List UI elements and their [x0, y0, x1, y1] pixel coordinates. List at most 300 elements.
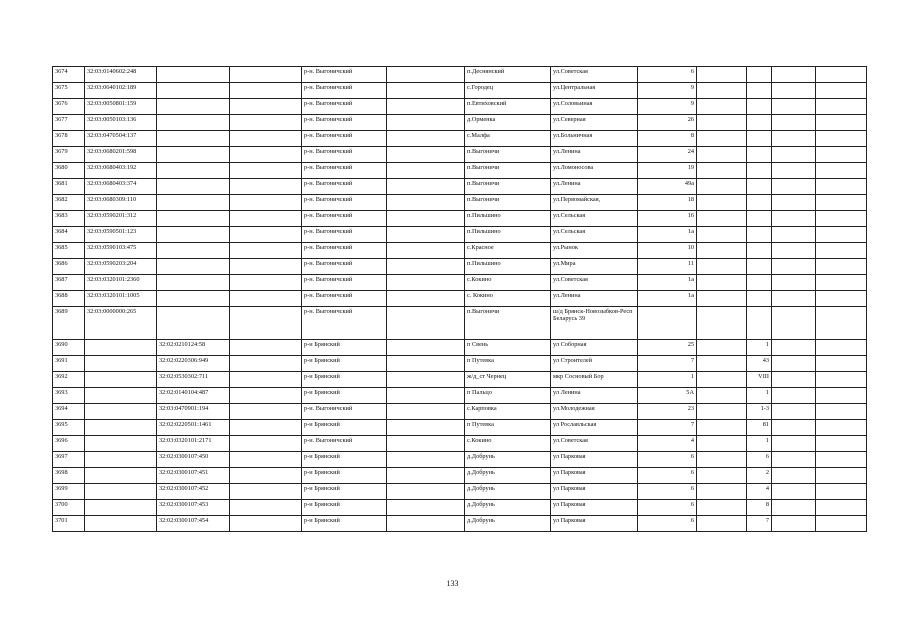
empty-cell — [772, 452, 816, 468]
empty-cell — [697, 291, 747, 307]
empty-cell — [387, 179, 465, 195]
empty-cell — [387, 436, 465, 452]
table-row — [53, 500, 867, 516]
street-cell: ул.Молодежная — [551, 404, 638, 420]
table-row — [53, 163, 867, 179]
empty-cell — [772, 179, 816, 195]
table-row — [53, 372, 867, 388]
cadastral-number-cell: 32:03:0680201:598 — [85, 147, 157, 163]
unit-number-cell: VIII — [747, 372, 772, 388]
table-row — [53, 452, 867, 468]
cadastral-number-alt-cell — [157, 243, 230, 259]
locality-cell: п Путевка — [465, 420, 551, 436]
unit-number-cell — [747, 307, 772, 340]
empty-cell — [697, 83, 747, 99]
street-cell: ул Парковая — [551, 484, 638, 500]
house-number-cell: 19 — [638, 163, 697, 179]
empty-cell — [387, 484, 465, 500]
cadastral-number-cell: 32:03:0140602:248 — [85, 67, 157, 83]
unit-number-cell — [747, 211, 772, 227]
district-cell: р-н. Выгоничский — [302, 99, 387, 115]
cadastral-number-cell — [85, 388, 157, 404]
street-cell: ул.Ленина — [551, 147, 638, 163]
empty-cell — [230, 195, 302, 211]
locality-cell: с.Кокино — [465, 436, 551, 452]
cadastral-number-cell: 32:03:0680403:192 — [85, 163, 157, 179]
district-cell: р-н. Выгоничский — [302, 131, 387, 147]
district-cell: р-н. Выгоничский — [302, 404, 387, 420]
empty-cell — [387, 147, 465, 163]
cadastral-number-alt-cell: 32:02:0220501:1461 — [157, 420, 230, 436]
row-number-cell: 3687 — [53, 275, 85, 291]
table-row — [53, 404, 867, 420]
cadastral-number-alt-cell: 32:02:0530302:711 — [157, 372, 230, 388]
street-cell: ул Ленина — [551, 388, 638, 404]
empty-cell — [772, 468, 816, 484]
empty-cell — [772, 500, 816, 516]
empty-cell — [697, 484, 747, 500]
street-cell: ул Соборная — [551, 340, 638, 356]
table-row — [53, 115, 867, 131]
table-row — [53, 516, 867, 532]
locality-cell: п.Выгоничи — [465, 195, 551, 211]
house-number-cell: 49а — [638, 179, 697, 195]
table-row — [53, 99, 867, 115]
empty-cell — [697, 195, 747, 211]
row-number-cell: 3694 — [53, 404, 85, 420]
locality-cell: п.Выгоничи — [465, 147, 551, 163]
empty-cell — [816, 452, 867, 468]
empty-cell — [387, 340, 465, 356]
cadastral-number-cell — [85, 420, 157, 436]
row-number-cell: 3683 — [53, 211, 85, 227]
district-cell: р-н. Выгоничский — [302, 436, 387, 452]
empty-cell — [230, 243, 302, 259]
district-cell: р-н Брянский — [302, 420, 387, 436]
empty-cell — [387, 372, 465, 388]
empty-cell — [816, 163, 867, 179]
house-number-cell: 7 — [638, 420, 697, 436]
house-number-cell: 10 — [638, 243, 697, 259]
empty-cell — [697, 356, 747, 372]
locality-cell: д.Добрунь — [465, 452, 551, 468]
empty-cell — [772, 227, 816, 243]
row-number-cell: 3696 — [53, 436, 85, 452]
locality-cell: д.Добрунь — [465, 516, 551, 532]
empty-cell — [230, 179, 302, 195]
row-number-cell: 3689 — [53, 307, 85, 340]
cadastral-number-cell: 32:03:0640102:189 — [85, 83, 157, 99]
cadastral-number-cell — [85, 452, 157, 468]
locality-cell: п.Выгоничи — [465, 179, 551, 195]
house-number-cell: 7 — [638, 356, 697, 372]
locality-cell: с.Малфа — [465, 131, 551, 147]
row-number-cell: 3674 — [53, 67, 85, 83]
empty-cell — [816, 340, 867, 356]
locality-cell: д.Орменка — [465, 115, 551, 131]
unit-number-cell: 4 — [747, 484, 772, 500]
table-row — [53, 147, 867, 163]
empty-cell — [230, 83, 302, 99]
street-cell: ул.Ленина — [551, 179, 638, 195]
cadastral-number-alt-cell: 32:02:0140104:487 — [157, 388, 230, 404]
row-number-cell: 3682 — [53, 195, 85, 211]
empty-cell — [387, 356, 465, 372]
empty-cell — [387, 516, 465, 532]
empty-cell — [697, 468, 747, 484]
page-number: 133 — [446, 579, 459, 588]
table-row — [53, 291, 867, 307]
street-cell: ул.Центральная — [551, 83, 638, 99]
empty-cell — [816, 99, 867, 115]
house-number-cell: 9 — [638, 99, 697, 115]
empty-cell — [387, 500, 465, 516]
empty-cell — [816, 291, 867, 307]
locality-cell: п Свень — [465, 340, 551, 356]
table-row — [53, 356, 867, 372]
street-cell: ш/д Брянск-Новозыбков-Респ Беларусь 39 — [551, 307, 638, 340]
district-cell: р-н. Выгоничский — [302, 147, 387, 163]
locality-cell: с.Кокино — [465, 275, 551, 291]
table-row — [53, 243, 867, 259]
district-cell: р-н Брянский — [302, 372, 387, 388]
empty-cell — [230, 227, 302, 243]
house-number-cell: 6 — [638, 67, 697, 83]
street-cell: ул.Советская — [551, 275, 638, 291]
table-row — [53, 211, 867, 227]
cadastral-number-cell — [85, 356, 157, 372]
empty-cell — [816, 275, 867, 291]
empty-cell — [772, 211, 816, 227]
district-cell: р-н. Выгоничский — [302, 67, 387, 83]
unit-number-cell — [747, 131, 772, 147]
empty-cell — [230, 452, 302, 468]
unit-number-cell — [747, 179, 772, 195]
empty-cell — [697, 436, 747, 452]
cadastral-number-cell: 32:03:0680403:374 — [85, 179, 157, 195]
empty-cell — [230, 420, 302, 436]
unit-number-cell: 6 — [747, 452, 772, 468]
cadastral-number-alt-cell: 32:02:0300107:451 — [157, 468, 230, 484]
empty-cell — [816, 147, 867, 163]
street-cell: ул.Рынок — [551, 243, 638, 259]
empty-cell — [387, 67, 465, 83]
cadastral-number-cell: 32:03:0320101:1005 — [85, 291, 157, 307]
locality-cell: с. Кокино — [465, 291, 551, 307]
empty-cell — [772, 420, 816, 436]
empty-cell — [230, 372, 302, 388]
unit-number-cell: 8 — [747, 500, 772, 516]
cadastral-number-cell — [85, 468, 157, 484]
empty-cell — [772, 147, 816, 163]
cadastral-number-alt-cell — [157, 307, 230, 340]
empty-cell — [387, 115, 465, 131]
unit-number-cell: 1-3 — [747, 404, 772, 420]
empty-cell — [387, 307, 465, 340]
empty-cell — [816, 356, 867, 372]
empty-cell — [387, 420, 465, 436]
house-number-cell: 1а — [638, 291, 697, 307]
empty-cell — [816, 259, 867, 275]
house-number-cell: 24 — [638, 147, 697, 163]
unit-number-cell — [747, 227, 772, 243]
locality-cell: п.Пильшино — [465, 227, 551, 243]
district-cell: р-н Брянский — [302, 452, 387, 468]
street-cell: ул.Советская — [551, 67, 638, 83]
empty-cell — [387, 404, 465, 420]
empty-cell — [387, 259, 465, 275]
unit-number-cell — [747, 259, 772, 275]
cadastral-number-alt-cell — [157, 83, 230, 99]
unit-number-cell — [747, 83, 772, 99]
empty-cell — [816, 404, 867, 420]
empty-cell — [230, 404, 302, 420]
row-number-cell: 3677 — [53, 115, 85, 131]
district-cell: р-н. Выгоничский — [302, 115, 387, 131]
empty-cell — [387, 243, 465, 259]
row-number-cell: 3684 — [53, 227, 85, 243]
row-number-cell: 3701 — [53, 516, 85, 532]
empty-cell — [230, 516, 302, 532]
house-number-cell: 5А — [638, 388, 697, 404]
street-cell: ул.Ломоносова — [551, 163, 638, 179]
cadastral-number-cell: 32:03:0050103:136 — [85, 115, 157, 131]
cadastral-number-cell: 32:03:0320101:2360 — [85, 275, 157, 291]
street-cell: ул.Ленина — [551, 291, 638, 307]
district-cell: р-н Брянский — [302, 468, 387, 484]
cadastral-number-cell — [85, 500, 157, 516]
empty-cell — [816, 115, 867, 131]
cadastral-number-cell — [85, 516, 157, 532]
house-number-cell: 6 — [638, 468, 697, 484]
district-cell: р-н. Выгоничский — [302, 227, 387, 243]
empty-cell — [387, 468, 465, 484]
district-cell: р-н. Выгоничский — [302, 211, 387, 227]
cadastral-number-cell — [85, 436, 157, 452]
district-cell: р-н. Выгоничский — [302, 195, 387, 211]
empty-cell — [697, 420, 747, 436]
district-cell: р-н Брянский — [302, 388, 387, 404]
cadastral-number-alt-cell: 32:03:0320101:2171 — [157, 436, 230, 452]
district-cell: р-н. Выгоничский — [302, 163, 387, 179]
empty-cell — [697, 275, 747, 291]
cadastral-number-alt-cell — [157, 211, 230, 227]
empty-cell — [230, 484, 302, 500]
street-cell: ул.Сельская — [551, 227, 638, 243]
empty-cell — [387, 83, 465, 99]
house-number-cell: 18 — [638, 195, 697, 211]
empty-cell — [697, 163, 747, 179]
empty-cell — [772, 372, 816, 388]
row-number-cell: 3686 — [53, 259, 85, 275]
empty-cell — [816, 516, 867, 532]
row-number-cell: 3695 — [53, 420, 85, 436]
empty-cell — [697, 307, 747, 340]
unit-number-cell: 81 — [747, 420, 772, 436]
street-cell: ул Парковая — [551, 516, 638, 532]
row-number-cell: 3679 — [53, 147, 85, 163]
unit-number-cell: 7 — [747, 516, 772, 532]
row-number-cell: 3691 — [53, 356, 85, 372]
cadastral-number-alt-cell — [157, 147, 230, 163]
empty-cell — [772, 516, 816, 532]
empty-cell — [816, 500, 867, 516]
street-cell: ул Строителей — [551, 356, 638, 372]
register-body — [53, 67, 867, 532]
cadastral-number-alt-cell: 32:02:0220306:949 — [157, 356, 230, 372]
house-number-cell: 6 — [638, 452, 697, 468]
street-cell: ул.Больничная — [551, 131, 638, 147]
row-number-cell: 3685 — [53, 243, 85, 259]
empty-cell — [816, 211, 867, 227]
house-number-cell: 1а — [638, 227, 697, 243]
cadastral-number-alt-cell: 32:03:0470901:194 — [157, 404, 230, 420]
empty-cell — [816, 179, 867, 195]
empty-cell — [230, 67, 302, 83]
cadastral-number-cell: 32:03:0470504:137 — [85, 131, 157, 147]
empty-cell — [387, 195, 465, 211]
street-cell: ул.Мира — [551, 259, 638, 275]
district-cell: р-н. Выгоничский — [302, 83, 387, 99]
locality-cell: п.Выгоничи — [465, 163, 551, 179]
district-cell: р-н. Выгоничский — [302, 275, 387, 291]
district-cell: р-н Брянский — [302, 500, 387, 516]
district-cell: р-н. Выгоничский — [302, 243, 387, 259]
empty-cell — [772, 67, 816, 83]
empty-cell — [816, 388, 867, 404]
unit-number-cell: 2 — [747, 468, 772, 484]
locality-cell: с.Карповка — [465, 404, 551, 420]
empty-cell — [697, 131, 747, 147]
empty-cell — [697, 516, 747, 532]
house-number-cell: 26 — [638, 115, 697, 131]
table-row — [53, 307, 867, 340]
empty-cell — [816, 372, 867, 388]
empty-cell — [697, 179, 747, 195]
house-number-cell: 6 — [638, 516, 697, 532]
house-number-cell: 8 — [638, 131, 697, 147]
house-number-cell: 23 — [638, 404, 697, 420]
table-row — [53, 195, 867, 211]
empty-cell — [772, 275, 816, 291]
street-cell: ул.Сельская — [551, 211, 638, 227]
empty-cell — [697, 99, 747, 115]
cadastral-number-cell: 32:03:0590103:475 — [85, 243, 157, 259]
district-cell: р-н. Выгоничский — [302, 307, 387, 340]
empty-cell — [230, 356, 302, 372]
cadastral-number-cell — [85, 484, 157, 500]
table-row — [53, 67, 867, 83]
row-number-cell: 3693 — [53, 388, 85, 404]
unit-number-cell: 1 — [747, 436, 772, 452]
street-cell: ул.Советская — [551, 436, 638, 452]
empty-cell — [697, 259, 747, 275]
empty-cell — [387, 227, 465, 243]
unit-number-cell — [747, 115, 772, 131]
unit-number-cell — [747, 163, 772, 179]
table-row — [53, 420, 867, 436]
empty-cell — [230, 436, 302, 452]
cadastral-number-cell — [85, 372, 157, 388]
empty-cell — [772, 484, 816, 500]
row-number-cell: 3698 — [53, 468, 85, 484]
empty-cell — [387, 163, 465, 179]
row-number-cell: 3675 — [53, 83, 85, 99]
house-number-cell: 1а — [638, 275, 697, 291]
house-number-cell: 9 — [638, 83, 697, 99]
cadastral-number-alt-cell — [157, 227, 230, 243]
cadastral-number-alt-cell — [157, 131, 230, 147]
empty-cell — [816, 131, 867, 147]
cadastral-number-alt-cell: 32:02:0300107:454 — [157, 516, 230, 532]
empty-cell — [772, 99, 816, 115]
empty-cell — [230, 388, 302, 404]
unit-number-cell — [747, 275, 772, 291]
district-cell: р-н. Выгоничский — [302, 291, 387, 307]
empty-cell — [387, 452, 465, 468]
cadastral-number-cell: 32:03:0590203:204 — [85, 259, 157, 275]
empty-cell — [697, 211, 747, 227]
district-cell: р-н Брянский — [302, 484, 387, 500]
empty-cell — [816, 307, 867, 340]
cadastral-number-cell: 32:03:0050801:159 — [85, 99, 157, 115]
empty-cell — [697, 243, 747, 259]
locality-cell: п.Пильшино — [465, 211, 551, 227]
unit-number-cell: 43 — [747, 356, 772, 372]
table-row — [53, 388, 867, 404]
locality-cell: п Путевка — [465, 356, 551, 372]
house-number-cell — [638, 307, 697, 340]
cadastral-number-alt-cell: 32:02:0300107:450 — [157, 452, 230, 468]
property-register-table — [52, 66, 867, 532]
street-cell: ул.Первомайская, — [551, 195, 638, 211]
cadastral-number-cell: 32:03:0680309:110 — [85, 195, 157, 211]
register-sheet — [52, 66, 866, 532]
unit-number-cell — [747, 99, 772, 115]
empty-cell — [697, 147, 747, 163]
empty-cell — [230, 307, 302, 340]
table-row — [53, 227, 867, 243]
locality-cell: п Пальцо — [465, 388, 551, 404]
locality-cell: п.Евтиховский — [465, 99, 551, 115]
street-cell: ул.Северная — [551, 115, 638, 131]
cadastral-number-cell: 32:03:0000000:265 — [85, 307, 157, 340]
empty-cell — [772, 115, 816, 131]
house-number-cell: 25 — [638, 340, 697, 356]
unit-number-cell: 1 — [747, 388, 772, 404]
empty-cell — [230, 115, 302, 131]
unit-number-cell — [747, 67, 772, 83]
empty-cell — [230, 340, 302, 356]
row-number-cell: 3697 — [53, 452, 85, 468]
empty-cell — [230, 147, 302, 163]
empty-cell — [772, 388, 816, 404]
empty-cell — [697, 388, 747, 404]
house-number-cell: 4 — [638, 436, 697, 452]
empty-cell — [230, 131, 302, 147]
street-cell: ул Парковая — [551, 452, 638, 468]
cadastral-number-alt-cell — [157, 259, 230, 275]
empty-cell — [697, 372, 747, 388]
empty-cell — [772, 436, 816, 452]
empty-cell — [230, 163, 302, 179]
empty-cell — [387, 99, 465, 115]
unit-number-cell — [747, 195, 772, 211]
row-number-cell: 3692 — [53, 372, 85, 388]
district-cell: р-н Брянский — [302, 356, 387, 372]
house-number-cell: 11 — [638, 259, 697, 275]
house-number-cell: 16 — [638, 211, 697, 227]
